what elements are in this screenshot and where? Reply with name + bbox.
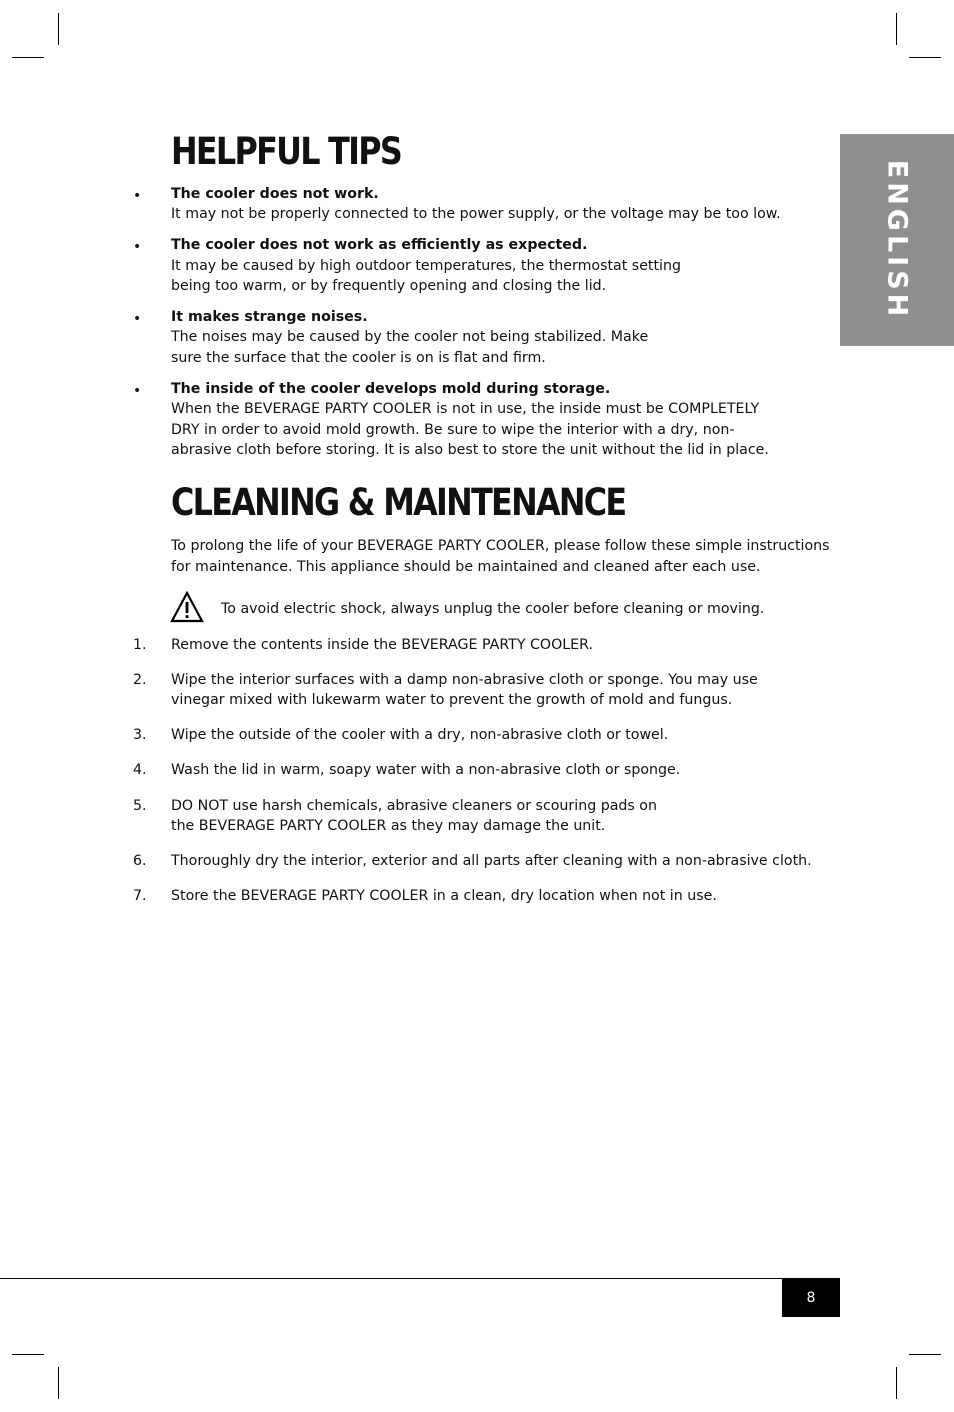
tip-text: sure the surface that the cooler is on is flat and firm. (171, 350, 546, 366)
language-tab (840, 134, 954, 346)
tip-text: When the BEVERAGE PARTY COOLER is not in use, the inside must be COMPLETELY (171, 401, 760, 417)
crop-mark (909, 1354, 941, 1355)
crop-mark (896, 13, 897, 45)
bullet: • (133, 383, 142, 399)
crop-mark (896, 1367, 897, 1399)
bullet: • (133, 239, 142, 255)
intro-text: for maintenance. This appliance should be maintained and cleaned after each use. (171, 559, 761, 575)
language-tab-label: ENGLISH (881, 159, 913, 321)
crop-mark (12, 57, 44, 58)
step-number: 7. (133, 888, 147, 904)
step-number: 3. (133, 727, 147, 743)
intro-text: To prolong the life of your BEVERAGE PARTY COOLER, please follow these simple instructions (171, 538, 830, 554)
tip-text: being too warm, or by frequently opening and closing the lid. (171, 278, 607, 294)
crop-mark (58, 13, 59, 45)
step-text: Wash the lid in warm, soapy water with a non-abrasive cloth or sponge. (171, 762, 681, 778)
step-number: 5. (133, 798, 147, 814)
crop-mark (909, 57, 941, 58)
step-text: Wipe the outside of the cooler with a dry, non-abrasive cloth or towel. (171, 727, 669, 743)
tip-text: DRY in order to avoid mold growth. Be sure to wipe the interior with a dry, non- (171, 422, 735, 438)
tip-title: The cooler does not work as efficiently as expected. (171, 237, 588, 253)
step-number: 6. (133, 853, 147, 869)
tip-text: It may not be properly connected to the power supply, or the voltage may be too low. (171, 206, 781, 222)
step-number: 1. (133, 637, 147, 653)
step-number: 4. (133, 762, 147, 778)
bullet: • (133, 188, 142, 204)
cleaning-heading: CLEANING & MAINTENANCE (171, 481, 626, 524)
bullet: • (133, 311, 142, 327)
step-text: the BEVERAGE PARTY COOLER as they may damage the unit. (171, 818, 606, 834)
page-number-box (782, 1278, 840, 1317)
step-text: vinegar mixed with lukewarm water to prevent the growth of mold and fungus. (171, 692, 733, 708)
step-number: 2. (133, 672, 147, 688)
footer-rule (0, 1278, 840, 1279)
helpful-tips-heading: HELPFUL TIPS (171, 130, 402, 173)
tip-title: The cooler does not work. (171, 186, 379, 202)
step-text: Store the BEVERAGE PARTY COOLER in a clean, dry location when not in use. (171, 888, 717, 904)
crop-mark (12, 1354, 44, 1355)
warning-icon (170, 591, 204, 623)
step-text: Wipe the interior surfaces with a damp non-abrasive cloth or sponge. You may use (171, 672, 758, 688)
tip-text: It may be caused by high outdoor temperatures, the thermostat setting (171, 258, 681, 274)
crop-mark (58, 1367, 59, 1399)
page-number: 8 (806, 1289, 816, 1306)
tip-title: It makes strange noises. (171, 309, 368, 325)
tip-title: The inside of the cooler develops mold during storage. (171, 381, 611, 397)
step-text: Remove the contents inside the BEVERAGE PARTY COOLER. (171, 637, 593, 653)
step-text: DO NOT use harsh chemicals, abrasive cleaners or scouring pads on (171, 798, 657, 814)
step-text: Thoroughly dry the interior, exterior and all parts after cleaning with a non-abrasive cloth. (171, 853, 812, 869)
warning-text: To avoid electric shock, always unplug the cooler before cleaning or moving. (221, 601, 765, 617)
tip-text: abrasive cloth before storing. It is also best to store the unit without the lid in place. (171, 442, 769, 458)
tip-text: The noises may be caused by the cooler not being stabilized. Make (171, 329, 649, 345)
